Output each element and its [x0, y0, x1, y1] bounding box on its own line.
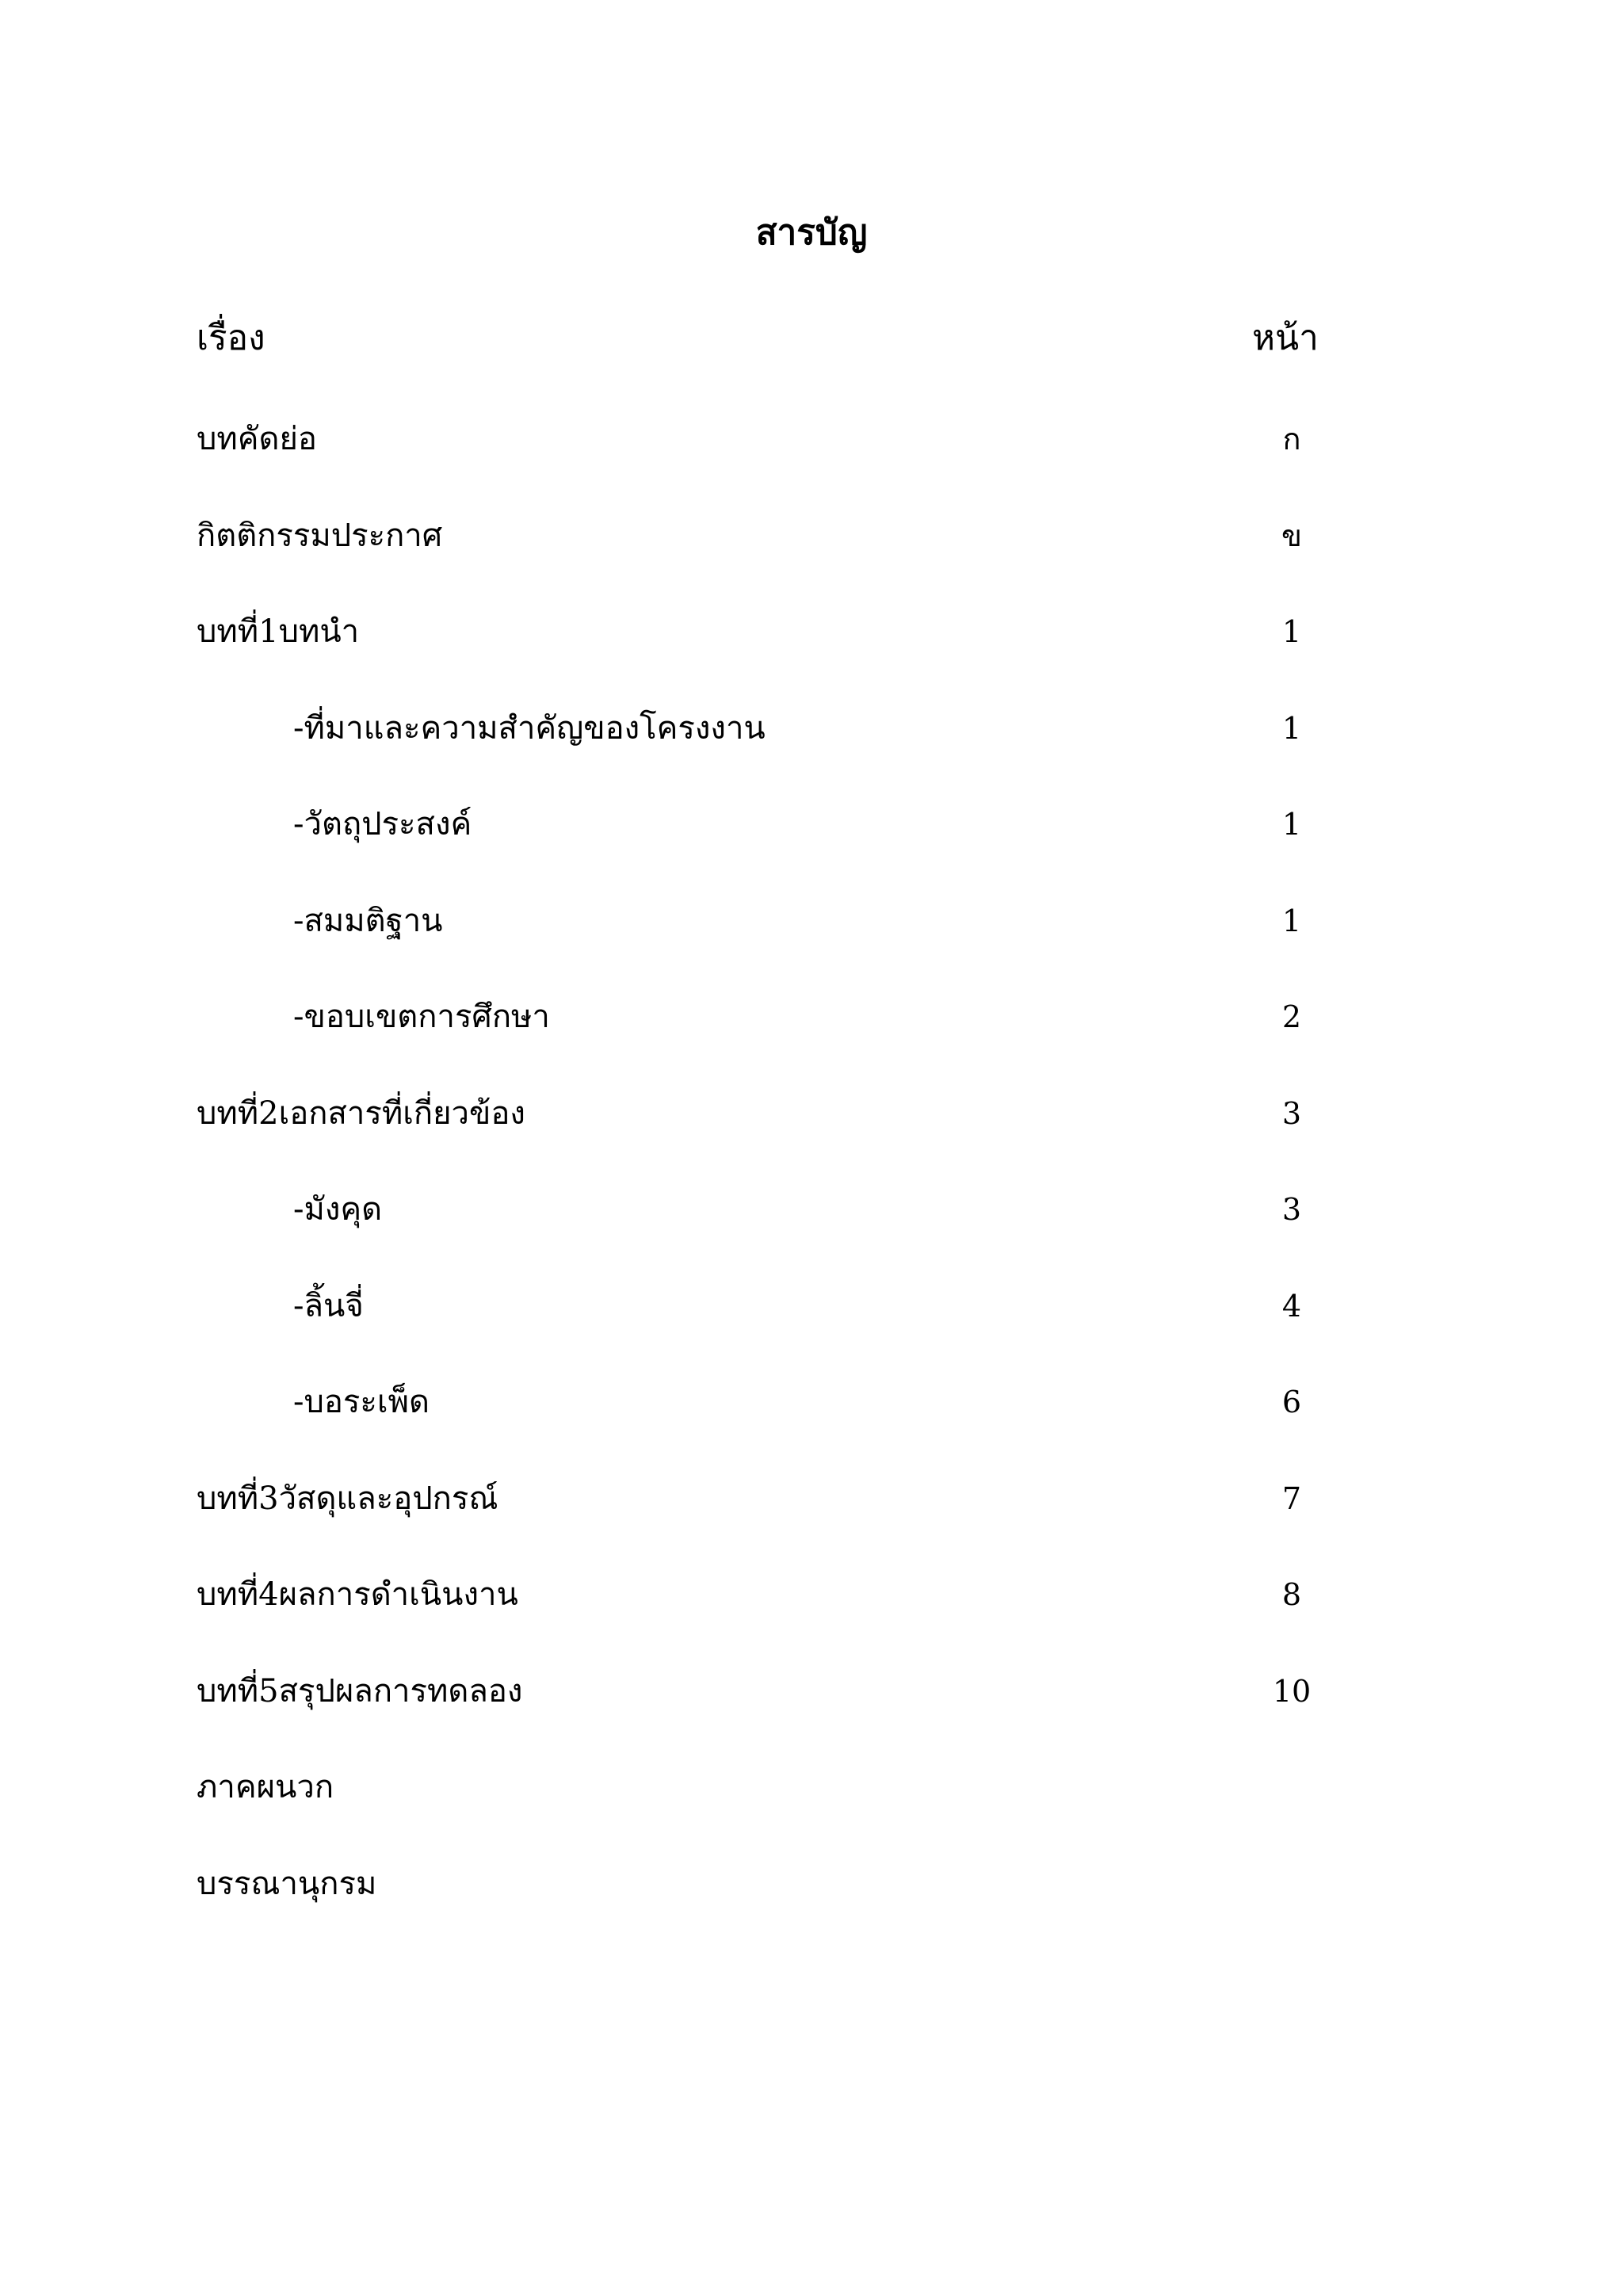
toc-entry — [0, 510, 1623, 561]
toc-entry-page: 2 — [1281, 999, 1302, 1034]
toc-entry — [0, 1281, 1623, 1331]
toc-entry — [0, 1473, 1623, 1524]
toc-entry — [0, 1859, 1623, 1909]
toc-entry — [0, 896, 1623, 946]
page-column-header: หน้า — [1252, 318, 1319, 358]
toc-entry-page: ก — [1282, 422, 1301, 457]
toc-entry-title: -ลิ้นจี่ — [293, 1288, 364, 1324]
toc-entry-page: 10 — [1272, 1674, 1312, 1709]
toc-entry — [0, 414, 1623, 464]
toc-entry-page: 1 — [1281, 807, 1302, 842]
toc-entry-title: -มังคุด — [293, 1191, 383, 1228]
toc-entry-title: บรรณานุกรม — [197, 1866, 377, 1902]
toc-entry-title: บทที่3วัสดุและอุปกรณ์ — [197, 1480, 498, 1517]
toc-entry-title: -บอระเพ็ด — [293, 1384, 430, 1420]
toc-entry — [0, 606, 1623, 657]
page-title: สารบัญ — [755, 212, 868, 253]
toc-entry-title: บทที่1บทนำ — [197, 613, 360, 650]
toc-entry-title: -สมมติฐาน — [293, 903, 443, 939]
toc-entry-title: บทที่4ผลการดำเนินงาน — [197, 1576, 518, 1613]
toc-entry-page: 8 — [1281, 1577, 1302, 1612]
toc-entry — [0, 1666, 1623, 1717]
toc-entry-page: 1 — [1281, 711, 1302, 746]
toc-entry — [0, 991, 1623, 1042]
toc-entry-title: -วัตถุประสงค์ — [293, 806, 472, 842]
topic-column-header: เรื่อง — [197, 318, 265, 358]
toc-entry-page: 3 — [1281, 1192, 1302, 1227]
toc-entry-title: บทที่5สรุปผลการทดลอง — [197, 1673, 523, 1710]
toc-entry — [0, 799, 1623, 850]
toc-entry-page: 7 — [1281, 1481, 1302, 1516]
toc-entry-page: 3 — [1281, 1096, 1302, 1131]
toc-entry-page: 6 — [1281, 1385, 1302, 1419]
toc-entry-title: บทที่2เอกสารที่เกี่ยวข้อง — [197, 1095, 525, 1132]
toc-entry-title: บทคัดย่อ — [197, 421, 317, 457]
toc-entry-title: -ที่มาและความสำคัญของโครงงาน — [293, 710, 766, 747]
toc-entry — [0, 703, 1623, 754]
toc-entry-title: ภาคผนวก — [197, 1769, 334, 1805]
toc-entry — [0, 1569, 1623, 1620]
toc-entry — [0, 1184, 1623, 1235]
toc-entry-page: 4 — [1281, 1289, 1302, 1324]
toc-entry-page: 1 — [1281, 614, 1302, 649]
toc-entry — [0, 1088, 1623, 1139]
toc-entry-page: ข — [1281, 518, 1302, 553]
toc-entry-page: 1 — [1281, 904, 1302, 938]
toc-entry — [0, 1762, 1623, 1813]
toc-entry-title: กิตติกรรมประกาศ — [197, 518, 443, 554]
toc-entry — [0, 1377, 1623, 1427]
toc-entry-title: -ขอบเขตการศึกษา — [293, 999, 550, 1035]
